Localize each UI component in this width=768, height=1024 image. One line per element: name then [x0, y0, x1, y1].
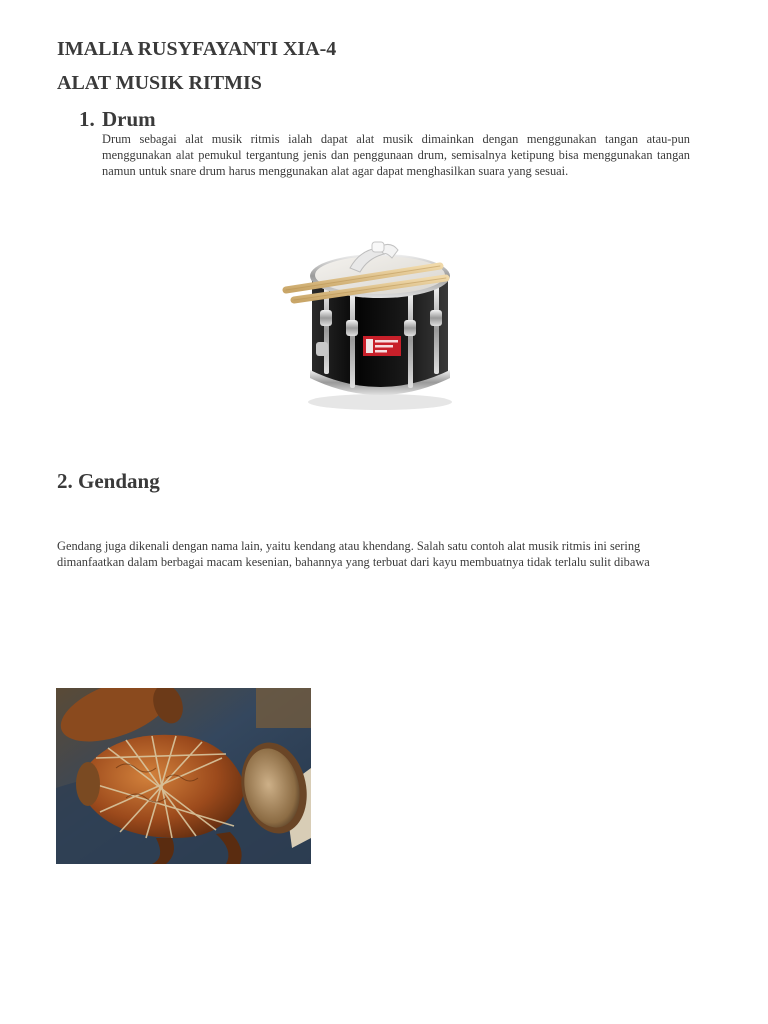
section-heading-drum — [79, 107, 156, 132]
section-number: 1. — [79, 107, 95, 131]
kendang-image — [56, 688, 311, 864]
document-title: ALAT MUSIK RITMIS — [57, 72, 262, 94]
author-title: IMALIA RUSYFAYANTI XIA-4 — [57, 38, 337, 60]
snare-drum-image — [280, 232, 468, 416]
section-body-drum: Drum sebagai alat musik ritmis ialah dapat alat musik dimainkan dengan menggunakan tangan atau-pun menggunakan alat pemukul tergantung jenis dan penggunaan drum, semisalnya ketipung bisa menggunakan tangan namun untuk snare drum harus menggunakan alat agar dapat menghasilkan suara yang sesuai. — [102, 132, 690, 178]
section-heading-label: Drum — [102, 107, 156, 131]
section-body-gendang: Gendang juga dikenali dengan nama lain, yaitu kendang atau khendang. Salah satu contoh alat musik ritmis ini sering dimanfaatkan dalam berbagai macam kesenian, bahannya yang terbuat dari kayu membuatnya tidak terlalu sulit dibawa — [57, 539, 650, 569]
section-heading-gendang: 2. Gendang — [57, 469, 160, 493]
